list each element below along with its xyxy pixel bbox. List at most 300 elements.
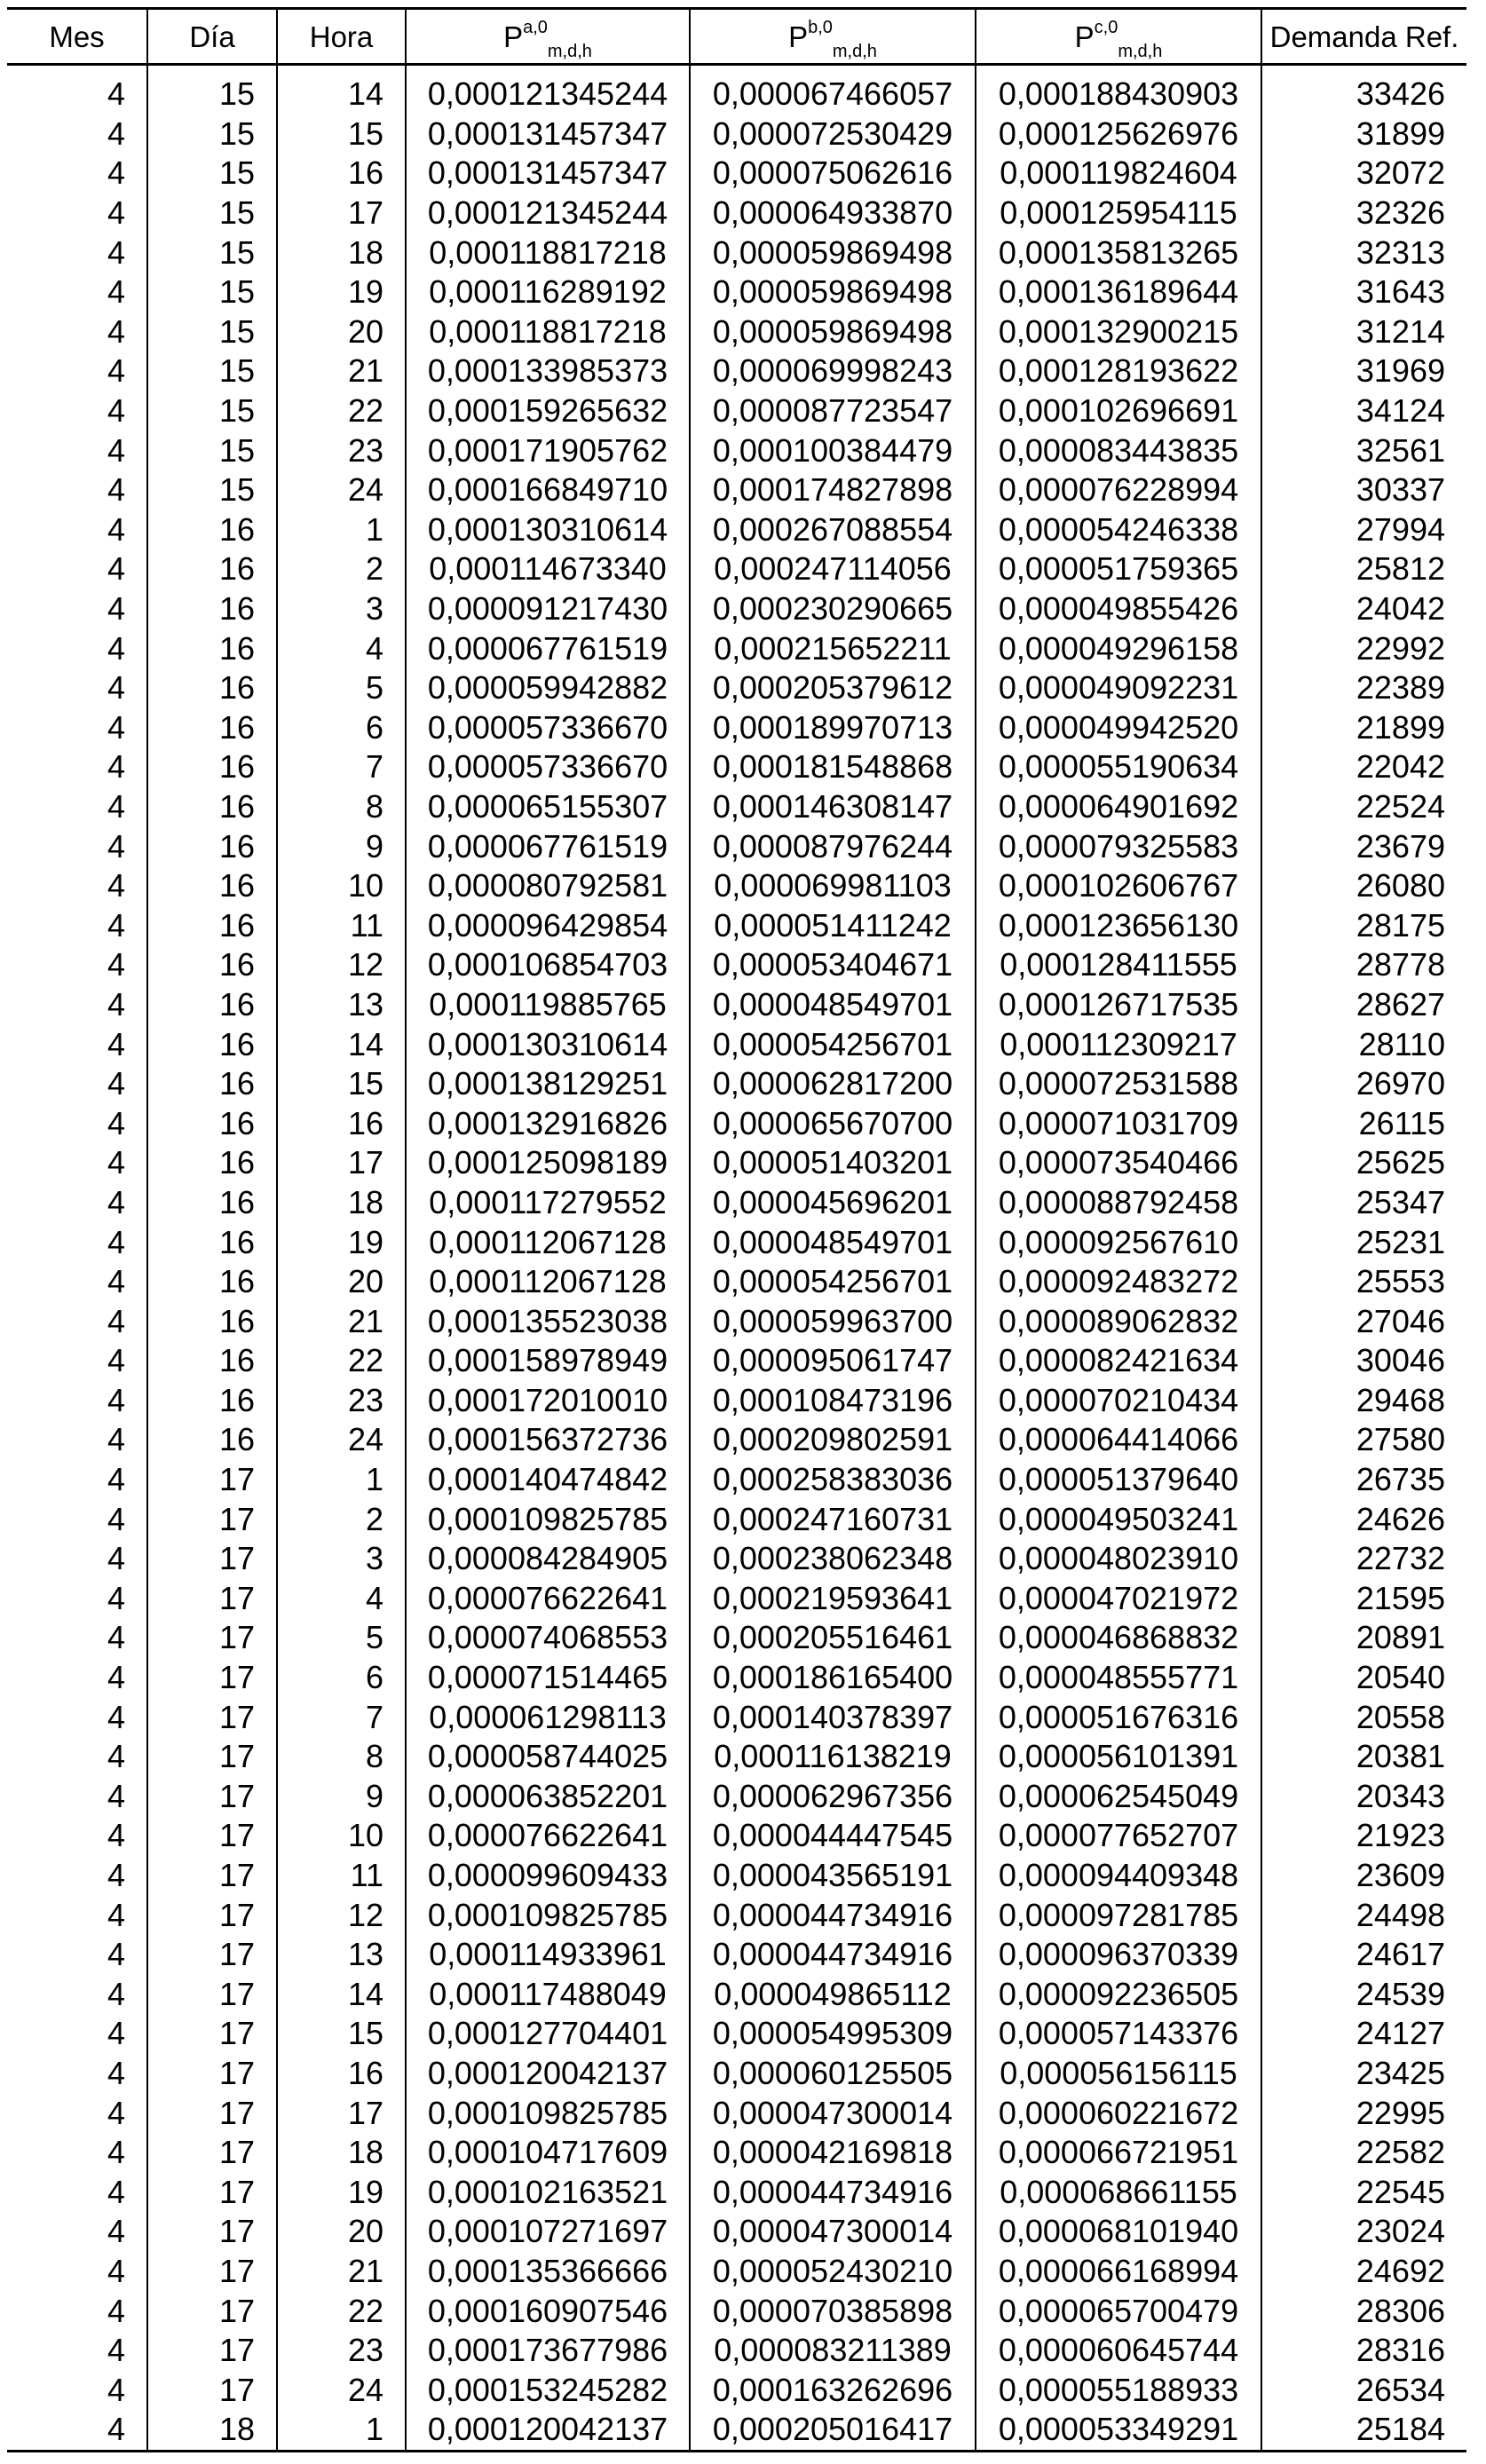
- header-pc-base: P: [1074, 20, 1095, 53]
- cell-pb: 0,000108473196: [690, 1381, 976, 1421]
- cell-pb: 0,000054256701: [690, 1262, 976, 1302]
- cell-demanda: 33426: [1261, 65, 1466, 115]
- cell-pc: 0,000102696691: [976, 391, 1261, 431]
- cell-mes: 4: [107, 550, 125, 588]
- cell-pa: 0,000076622641: [406, 1816, 690, 1856]
- cell-hora: 19: [277, 1222, 406, 1262]
- header-row: [7, 9, 1466, 65]
- cell-hora: 2: [277, 549, 406, 589]
- cell-demanda: 22545: [1261, 2172, 1466, 2212]
- cell-mes: 4: [107, 1857, 125, 1894]
- cell-pa: 0,000172010010: [406, 1381, 690, 1421]
- cell-pa: 0,000118817218: [406, 312, 690, 352]
- cell-demanda: 30337: [1261, 470, 1466, 510]
- cell-demanda: 34124: [1261, 391, 1466, 431]
- cell-hora: 13: [277, 985, 406, 1025]
- cell-demanda: 32313: [1261, 233, 1466, 272]
- cell-dia: 17: [147, 2172, 277, 2212]
- cell-pc: 0,000071031709: [976, 1103, 1261, 1143]
- header-pa-base: P: [503, 20, 524, 53]
- cell-dia: 17: [147, 1658, 277, 1698]
- table-row: [7, 866, 1466, 906]
- cell-pa: 0,000132916826: [406, 1103, 690, 1143]
- cell-dia: 16: [147, 1262, 277, 1302]
- cell-mes: 4: [107, 1817, 125, 1854]
- cell-dia: 16: [147, 1064, 277, 1104]
- cell-dia: 16: [147, 985, 277, 1025]
- cell-dia: 17: [147, 2331, 277, 2371]
- cell-hora: 3: [277, 589, 406, 629]
- cell-pa: 0,000063852201: [406, 1777, 690, 1817]
- cell-pa: 0,000065155307: [406, 787, 690, 827]
- cell-pc: 0,000188430903: [976, 65, 1261, 115]
- cell-pb: 0,000075062616: [690, 154, 976, 193]
- cell-demanda: 22995: [1261, 2093, 1466, 2133]
- cell-dia: 16: [147, 866, 277, 906]
- cell-hora: 5: [277, 668, 406, 708]
- cell-dia: 17: [147, 1975, 277, 2015]
- table-row: [7, 747, 1466, 787]
- cell-pa: 0,000112067128: [406, 1222, 690, 1262]
- cell-pc: 0,000088792458: [976, 1183, 1261, 1223]
- cell-pa: 0,000117488049: [406, 1975, 690, 2015]
- cell-pb: 0,000062817200: [690, 1064, 976, 1104]
- cell-demanda: 22582: [1261, 2133, 1466, 2173]
- cell-pa: 0,000131457347: [406, 154, 690, 193]
- cell-demanda: 24127: [1261, 2014, 1466, 2054]
- cell-pc: 0,000051379640: [976, 1460, 1261, 1500]
- table-row: [7, 985, 1466, 1025]
- cell-hora: 4: [277, 1579, 406, 1619]
- table-row: [7, 1341, 1466, 1381]
- cell-pa: 0,000156372736: [406, 1420, 690, 1460]
- cell-pa: 0,000135523038: [406, 1301, 690, 1341]
- cell-dia: 15: [147, 272, 277, 312]
- table-row: [7, 1816, 1466, 1856]
- cell-mes: 4: [107, 1065, 125, 1102]
- cell-dia: 17: [147, 1935, 277, 1975]
- cell-demanda: 30046: [1261, 1341, 1466, 1381]
- cell-dia: 16: [147, 1143, 277, 1183]
- cell-mes: 4: [107, 2015, 125, 2052]
- cell-pc: 0,000125954115: [976, 193, 1261, 233]
- table-row: [7, 2133, 1466, 2173]
- cell-mes: 4: [107, 1659, 125, 1696]
- header-pa-sup: a,0: [523, 17, 548, 37]
- cell-demanda: 23425: [1261, 2054, 1466, 2094]
- table-row: [7, 312, 1466, 352]
- cell-demanda: 21899: [1261, 708, 1466, 748]
- cell-demanda: 22992: [1261, 628, 1466, 668]
- cell-mes: 4: [107, 2292, 125, 2329]
- cell-pc: 0,000128411555: [976, 945, 1261, 985]
- cell-demanda: 31643: [1261, 272, 1466, 312]
- cell-hora: 17: [277, 2093, 406, 2133]
- table-row: [7, 1183, 1466, 1223]
- cell-pa: 0,000138129251: [406, 1064, 690, 1104]
- table-row: [7, 1420, 1466, 1460]
- cell-pc: 0,000083443835: [976, 430, 1261, 470]
- cell-pb: 0,000047300014: [690, 2093, 976, 2133]
- cell-pc: 0,000136189644: [976, 272, 1261, 312]
- table-row: [7, 1103, 1466, 1143]
- cell-pa: 0,000120042137: [406, 2054, 690, 2094]
- cell-pc: 0,000066721951: [976, 2133, 1261, 2173]
- cell-hora: 6: [277, 1658, 406, 1698]
- cell-pa: 0,000107271697: [406, 2212, 690, 2252]
- cell-pc: 0,000049092231: [976, 668, 1261, 708]
- cell-demanda: 24498: [1261, 1895, 1466, 1935]
- cell-pa: 0,000121345244: [406, 193, 690, 233]
- table-row: [7, 1024, 1466, 1064]
- cell-dia: 16: [147, 1381, 277, 1421]
- cell-demanda: 24042: [1261, 589, 1466, 629]
- cell-pb: 0,000205516461: [690, 1618, 976, 1658]
- table-body: [7, 65, 1466, 2452]
- cell-demanda: 25553: [1261, 1262, 1466, 1302]
- cell-pb: 0,000051403201: [690, 1143, 976, 1183]
- cell-pb: 0,000247160731: [690, 1499, 976, 1539]
- cell-pb: 0,000267088554: [690, 510, 976, 550]
- cell-pa: 0,000096429854: [406, 905, 690, 945]
- cell-pa: 0,000059942882: [406, 668, 690, 708]
- cell-pa: 0,000118817218: [406, 233, 690, 272]
- cell-dia: 17: [147, 2212, 277, 2252]
- header-hora: Hora: [277, 9, 406, 65]
- cell-dia: 17: [147, 1579, 277, 1619]
- table-row: [7, 1301, 1466, 1341]
- cell-pb: 0,000059869498: [690, 233, 976, 272]
- cell-pb: 0,000059869498: [690, 312, 976, 352]
- cell-pb: 0,000060125505: [690, 2054, 976, 2094]
- cell-dia: 17: [147, 1499, 277, 1539]
- cell-hora: 16: [277, 154, 406, 193]
- cell-pc: 0,000128193622: [976, 351, 1261, 391]
- cell-dia: 17: [147, 1618, 277, 1658]
- cell-pc: 0,000060645744: [976, 2331, 1261, 2371]
- cell-pc: 0,000097281785: [976, 1895, 1261, 1935]
- table-row: [7, 154, 1466, 193]
- cell-pa: 0,000114933961: [406, 1935, 690, 1975]
- cell-pb: 0,000100384479: [690, 430, 976, 470]
- cell-demanda: 23679: [1261, 826, 1466, 866]
- cell-demanda: 24539: [1261, 1975, 1466, 2015]
- cell-hora: 14: [277, 1975, 406, 2015]
- cell-mes: 4: [107, 787, 125, 825]
- cell-dia: 17: [147, 2252, 277, 2292]
- cell-dia: 17: [147, 1856, 277, 1896]
- cell-dia: 17: [147, 1697, 277, 1737]
- header-pb-sup: b,0: [808, 17, 833, 37]
- cell-hora: 18: [277, 2133, 406, 2173]
- cell-demanda: 25231: [1261, 1222, 1466, 1262]
- cell-pb: 0,000042169818: [690, 2133, 976, 2173]
- cell-pc: 0,000054246338: [976, 510, 1261, 550]
- table-row: [7, 2054, 1466, 2094]
- cell-mes: 4: [107, 1025, 125, 1062]
- cell-mes: 4: [107, 867, 125, 904]
- header-pa-sub: m,d,h: [547, 42, 592, 62]
- cell-pc: 0,000092483272: [976, 1262, 1261, 1302]
- cell-hora: 21: [277, 1301, 406, 1341]
- cell-pb: 0,000146308147: [690, 787, 976, 827]
- table-row: [7, 2014, 1466, 2054]
- cell-demanda: 29468: [1261, 1381, 1466, 1421]
- cell-mes: 4: [107, 985, 125, 1023]
- cell-pc: 0,000119824604: [976, 154, 1261, 193]
- cell-demanda: 23609: [1261, 1856, 1466, 1896]
- cell-hora: 15: [277, 2014, 406, 2054]
- cell-dia: 15: [147, 351, 277, 391]
- cell-mes: 4: [107, 471, 125, 509]
- table-row: [7, 1658, 1466, 1698]
- cell-pa: 0,000119885765: [406, 985, 690, 1025]
- cell-hora: 18: [277, 1183, 406, 1223]
- cell-dia: 16: [147, 905, 277, 945]
- table-row: [7, 549, 1466, 589]
- cell-dia: 17: [147, 2291, 277, 2331]
- cell-pc: 0,000073540466: [976, 1143, 1261, 1183]
- cell-pc: 0,000092236505: [976, 1975, 1261, 2015]
- cell-dia: 15: [147, 115, 277, 154]
- cell-pc: 0,000070210434: [976, 1381, 1261, 1421]
- cell-dia: 17: [147, 1737, 277, 1777]
- cell-pb: 0,000051411242: [690, 905, 976, 945]
- cell-pc: 0,000049855426: [976, 589, 1261, 629]
- table-row: [7, 1262, 1466, 1302]
- cell-pc: 0,000076228994: [976, 470, 1261, 510]
- cell-pc: 0,000051676316: [976, 1697, 1261, 1737]
- cell-hora: 7: [277, 1697, 406, 1737]
- cell-dia: 17: [147, 2370, 277, 2410]
- table-row: [7, 628, 1466, 668]
- cell-pa: 0,000061298113: [406, 1697, 690, 1737]
- cell-pc: 0,000056101391: [976, 1737, 1261, 1777]
- table-row: [7, 1222, 1466, 1262]
- cell-pb: 0,000053404671: [690, 945, 976, 985]
- cell-pc: 0,000068101940: [976, 2212, 1261, 2252]
- cell-hora: 23: [277, 2331, 406, 2371]
- table-row: [7, 391, 1466, 431]
- cell-dia: 17: [147, 2054, 277, 2094]
- cell-hora: 11: [277, 905, 406, 945]
- cell-hora: 8: [277, 787, 406, 827]
- cell-pb: 0,000069998243: [690, 351, 976, 391]
- header-dia: Día: [147, 9, 277, 65]
- cell-pb: 0,000044734916: [690, 2172, 976, 2212]
- cell-hora: 17: [277, 193, 406, 233]
- cell-pc: 0,000055188933: [976, 2370, 1261, 2410]
- cell-mes: 4: [107, 1104, 125, 1141]
- cell-pb: 0,000059869498: [690, 272, 976, 312]
- table-row: [7, 1697, 1466, 1737]
- cell-pb: 0,000070385898: [690, 2291, 976, 2331]
- cell-pb: 0,000181548868: [690, 747, 976, 787]
- table-row: [7, 430, 1466, 470]
- table-row: [7, 1895, 1466, 1935]
- cell-hora: 2: [277, 1499, 406, 1539]
- cell-hora: 19: [277, 272, 406, 312]
- cell-dia: 15: [147, 312, 277, 352]
- cell-mes: 4: [107, 708, 125, 746]
- cell-demanda: 21595: [1261, 1579, 1466, 1619]
- cell-pa: 0,000099609433: [406, 1856, 690, 1896]
- cell-mes: 4: [107, 2173, 125, 2210]
- cell-hora: 9: [277, 1777, 406, 1817]
- cell-demanda: 22389: [1261, 668, 1466, 708]
- cell-mes: 4: [107, 590, 125, 628]
- cell-hora: 18: [277, 233, 406, 272]
- table-row: [7, 1064, 1466, 1104]
- cell-dia: 16: [147, 787, 277, 827]
- cell-mes: 4: [107, 312, 125, 350]
- cell-pa: 0,000080792581: [406, 866, 690, 906]
- cell-pc: 0,000079325583: [976, 826, 1261, 866]
- cell-pa: 0,000166849710: [406, 470, 690, 510]
- table-row: [7, 1579, 1466, 1619]
- cell-demanda: 25347: [1261, 1183, 1466, 1223]
- cell-mes: 4: [107, 1461, 125, 1498]
- table-row: [7, 1618, 1466, 1658]
- table-row: [7, 1499, 1466, 1539]
- cell-dia: 17: [147, 1777, 277, 1817]
- cell-pa: 0,000125098189: [406, 1143, 690, 1183]
- cell-dia: 17: [147, 2014, 277, 2054]
- cell-pc: 0,000065700479: [976, 2291, 1261, 2331]
- cell-dia: 16: [147, 708, 277, 748]
- cell-mes: 4: [107, 1777, 125, 1814]
- cell-mes: 4: [107, 2134, 125, 2171]
- cell-demanda: 24692: [1261, 2252, 1466, 2292]
- cell-demanda: 25184: [1261, 2410, 1466, 2451]
- cell-dia: 16: [147, 1222, 277, 1262]
- cell-dia: 15: [147, 430, 277, 470]
- cell-pb: 0,000247114056: [690, 549, 976, 589]
- cell-mes: 4: [107, 2054, 125, 2091]
- cell-pa: 0,000102163521: [406, 2172, 690, 2212]
- cell-demanda: 28110: [1261, 1024, 1466, 1064]
- cell-mes: 4: [107, 233, 125, 271]
- cell-pa: 0,000140474842: [406, 1460, 690, 1500]
- cell-hora: 14: [277, 1024, 406, 1064]
- cell-pa: 0,000076622641: [406, 1579, 690, 1619]
- cell-demanda: 28778: [1261, 945, 1466, 985]
- cell-pc: 0,000053349291: [976, 2410, 1261, 2451]
- cell-hora: 22: [277, 391, 406, 431]
- cell-hora: 22: [277, 2291, 406, 2331]
- cell-hora: 14: [277, 65, 406, 115]
- cell-mes: 4: [107, 75, 125, 113]
- table-row: [7, 826, 1466, 866]
- cell-dia: 17: [147, 1895, 277, 1935]
- cell-dia: 16: [147, 1183, 277, 1223]
- cell-hora: 24: [277, 1420, 406, 1460]
- cell-hora: 16: [277, 2054, 406, 2094]
- cell-hora: 6: [277, 708, 406, 748]
- table-row: [7, 787, 1466, 827]
- cell-pb: 0,000054995309: [690, 2014, 976, 2054]
- table-row: [7, 945, 1466, 985]
- cell-mes: 4: [107, 194, 125, 232]
- cell-pb: 0,000059963700: [690, 1301, 976, 1341]
- cell-pa: 0,000131457347: [406, 115, 690, 154]
- cell-demanda: 28316: [1261, 2331, 1466, 2371]
- cell-pb: 0,000052430210: [690, 2252, 976, 2292]
- cell-demanda: 20381: [1261, 1737, 1466, 1777]
- cell-dia: 16: [147, 1103, 277, 1143]
- table-row: [7, 2252, 1466, 2292]
- cell-pc: 0,000132900215: [976, 312, 1261, 352]
- cell-pb: 0,000095061747: [690, 1341, 976, 1381]
- cell-mes: 4: [107, 629, 125, 667]
- cell-pc: 0,000056156115: [976, 2054, 1261, 2094]
- table-row: [7, 1381, 1466, 1421]
- cell-pb: 0,000072530429: [690, 115, 976, 154]
- cell-demanda: 26970: [1261, 1064, 1466, 1104]
- cell-pc: 0,000047021972: [976, 1579, 1261, 1619]
- cell-mes: 4: [107, 946, 125, 983]
- cell-dia: 16: [147, 1341, 277, 1381]
- cell-demanda: 26735: [1261, 1460, 1466, 1500]
- cell-pa: 0,000057336670: [406, 708, 690, 748]
- header-pc-sup: c,0: [1094, 17, 1118, 37]
- cell-demanda: 24626: [1261, 1499, 1466, 1539]
- cell-dia: 15: [147, 65, 277, 115]
- cell-mes: 4: [107, 1381, 125, 1418]
- cell-dia: 16: [147, 826, 277, 866]
- cell-dia: 15: [147, 154, 277, 193]
- cell-mes: 4: [107, 2252, 125, 2289]
- cell-dia: 16: [147, 1420, 277, 1460]
- cell-pa: 0,000106854703: [406, 945, 690, 985]
- cell-mes: 4: [107, 1183, 125, 1220]
- cell-pa: 0,000171905762: [406, 430, 690, 470]
- cell-pa: 0,000159265632: [406, 391, 690, 431]
- cell-hora: 20: [277, 1262, 406, 1302]
- cell-mes: 4: [107, 669, 125, 707]
- cell-mes: 4: [107, 906, 125, 944]
- cell-hora: 8: [277, 1737, 406, 1777]
- cell-hora: 23: [277, 1381, 406, 1421]
- cell-mes: 4: [107, 748, 125, 786]
- cell-demanda: 27046: [1261, 1301, 1466, 1341]
- cell-hora: 1: [277, 2410, 406, 2451]
- cell-hora: 24: [277, 470, 406, 510]
- cell-pb: 0,000048549701: [690, 1222, 976, 1262]
- cell-pb: 0,000064933870: [690, 193, 976, 233]
- cell-pb: 0,000258383036: [690, 1460, 976, 1500]
- cell-demanda: 26534: [1261, 2370, 1466, 2410]
- cell-hora: 22: [277, 1341, 406, 1381]
- cell-hora: 1: [277, 1460, 406, 1500]
- cell-dia: 16: [147, 549, 277, 589]
- cell-pc: 0,000112309217: [976, 1024, 1261, 1064]
- cell-pc: 0,000049942520: [976, 708, 1261, 748]
- cell-mes: 4: [107, 1936, 125, 1973]
- cell-pa: 0,000117279552: [406, 1183, 690, 1223]
- cell-demanda: 31969: [1261, 351, 1466, 391]
- cell-pc: 0,000072531588: [976, 1064, 1261, 1104]
- cell-mes: 4: [107, 1342, 125, 1379]
- cell-pa: 0,000109825785: [406, 1499, 690, 1539]
- cell-demanda: 22732: [1261, 1539, 1466, 1579]
- cell-pa: 0,000116289192: [406, 272, 690, 312]
- cell-pa: 0,000135366666: [406, 2252, 690, 2292]
- cell-mes: 4: [107, 352, 125, 390]
- cell-pa: 0,000091217430: [406, 589, 690, 629]
- cell-dia: 16: [147, 1301, 277, 1341]
- cell-pb: 0,000044734916: [690, 1895, 976, 1935]
